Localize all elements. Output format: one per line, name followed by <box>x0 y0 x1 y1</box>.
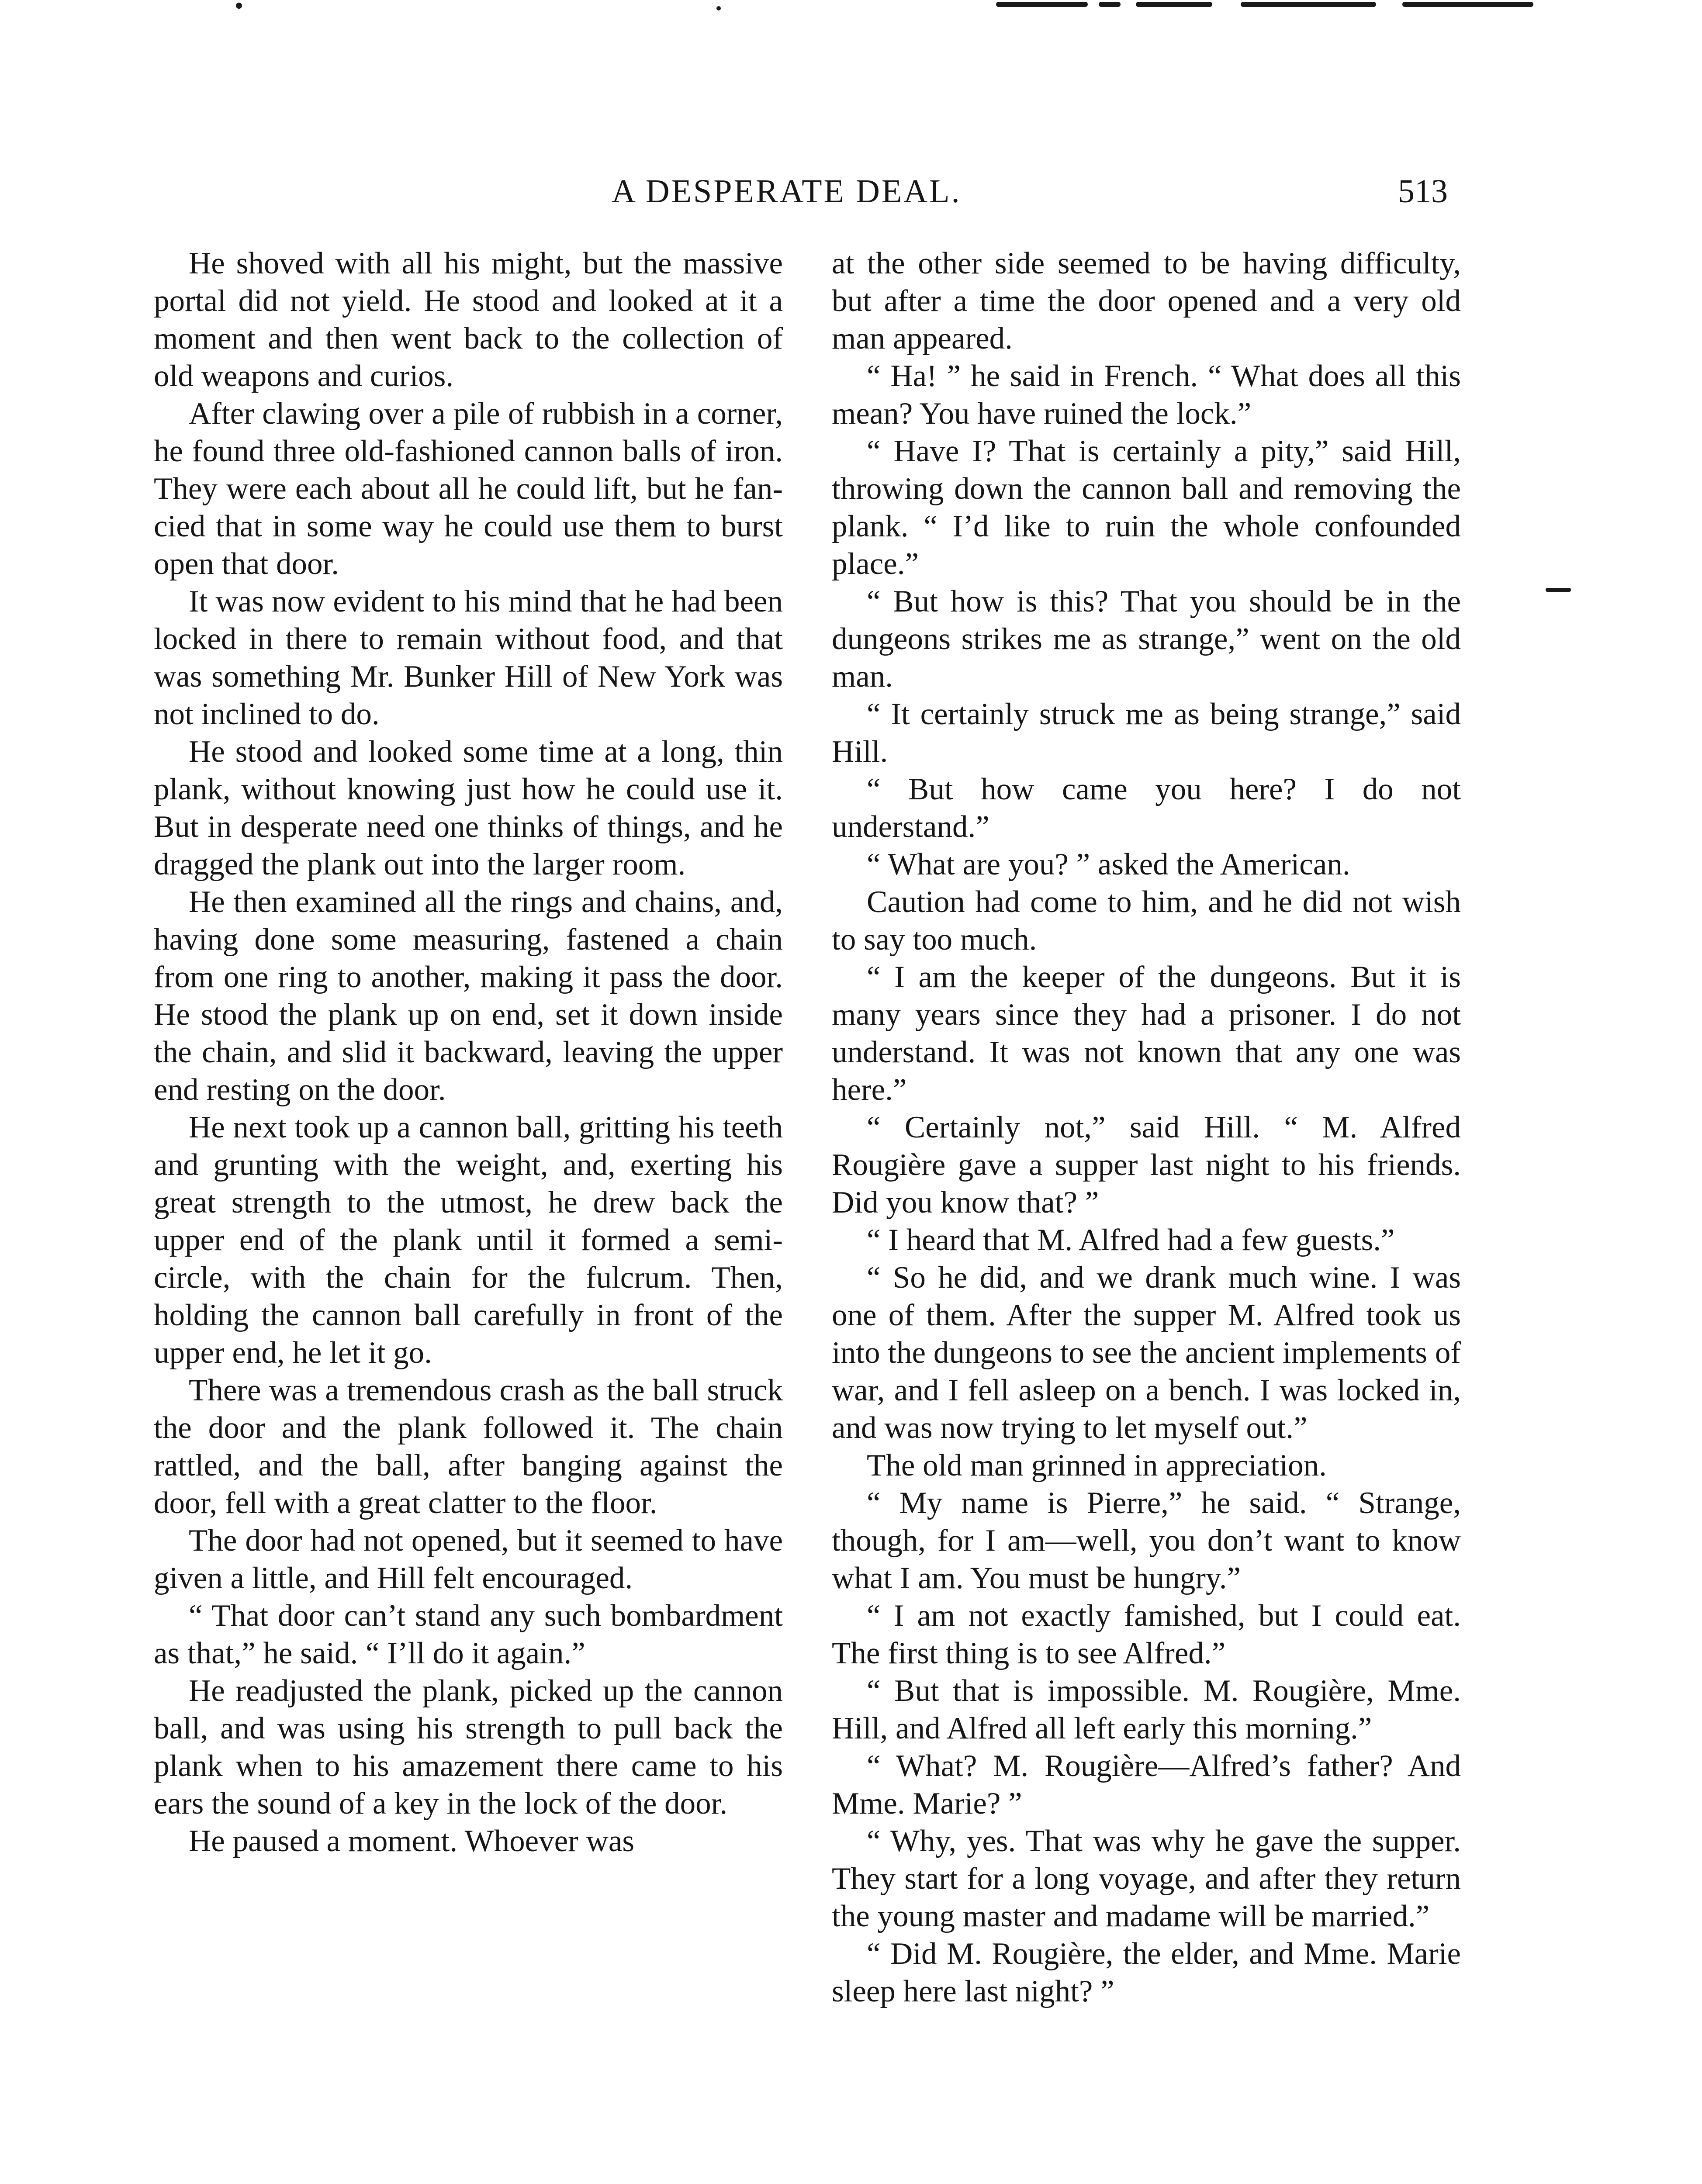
left-column <box>154 245 783 1860</box>
paragraph: “ I am not exactly famished, but I could eat. The first thing is to see Alfred.” <box>832 1599 1461 1670</box>
margin-mark <box>1546 588 1571 592</box>
paragraph: “ But how is this? That you should be in the dungeons strikes me as strange,” went on the old man. <box>832 584 1461 694</box>
paragraph: “ Certainly not,” said Hill. “ M. Alfred Rougière gave a supper last night to his friends. Did you know that? ” <box>832 1110 1461 1220</box>
paragraph: “ So he did, and we drank much wine. I was one of them. After the supper M. Alfred took us into the dungeons to see the ancient implements of war, and I fell asleep on a bench. I was locked in, and was now trying to let myself out.” <box>832 1261 1461 1445</box>
paragraph: at the other side seemed to be having difficulty, but after a time the door opened and a very old man appeared. <box>832 246 1461 356</box>
top-speck <box>716 6 721 10</box>
paragraph: He then examined all the rings and chains, and, having done some measuring, fastened a chain from one ring to another, making it pass the door. He stood the plank up on end, set it down inside the chain, and slid it backward, leaving the upper end resting on the door. <box>154 885 783 1107</box>
paragraph: “ But that is impossible. M. Rougière, Mme. Hill, and Alfred all left early this morning.” <box>832 1674 1461 1745</box>
paragraph: “ My name is Pierre,” he said. “ Strange, though, for I am—well, you don’t want to know what I am. You must be hungry.” <box>832 1486 1461 1595</box>
top-edge-rule <box>996 0 1564 10</box>
paragraph: “ That door can’t stand any such bombardment as that,” he said. “ I’ll do it again.” <box>154 1599 783 1670</box>
paragraph: He paused a moment. Whoever was <box>189 1824 634 1858</box>
paragraph: “ Why, yes. That was why he gave the supper. They start for a long voyage, and after they return the young master and madame will be married.” <box>832 1824 1461 1933</box>
paragraph: “ What? M. Rougière—Alfred’s father? And Mme. Marie? ” <box>832 1749 1461 1821</box>
paragraph: “ Ha! ” he said in French. “ What does all this mean? You have ruined the lock.” <box>832 359 1461 431</box>
top-speck <box>236 3 242 9</box>
paragraph: “ Did M. Rougière, the elder, and Mme. Marie sleep here last night? ” <box>832 1937 1461 2008</box>
paragraph: There was a tremendous crash as the ball struck the door and the plank followed it. The chain rattled, and the ball, after banging against the door, fell with a great clatter to the floor. <box>154 1373 783 1520</box>
paragraph: “ I am the keeper of the dungeons. But it is many years since they had a prisoner. I do not understand. It was not known that any one was here.” <box>832 960 1461 1107</box>
paragraph: The door had not opened, but it seemed to have given a little, and Hill felt encouraged. <box>154 1524 783 1595</box>
paragraph: It was now evident to his mind that he had been locked in there to remain without food, and that was something Mr. Bunker Hill of New York was not inclined to do. <box>154 584 783 731</box>
running-title: A DESPERATE DEAL. <box>612 173 962 210</box>
paragraph: “ But how came you here? I do not understand.” <box>832 772 1461 844</box>
paragraph: He shoved with all his might, but the massive portal did not yield. He stood and looked at it a moment and then went back to the collection of old weapons and curios. <box>154 246 783 393</box>
paragraph: He readjusted the plank, picked up the cannon ball, and was using his strength to pull back the plank when to his amazement there came to his ears the sound of a key in the lock of the door. <box>154 1674 783 1821</box>
paragraph: Caution had come to him, and he did not wish to say too much. <box>832 885 1461 957</box>
paragraph: He next took up a cannon ball, gritting his teeth and grunting with the weight, and, exerting his great strength to the utmost, he drew back the upper end of the plank until it formed a semicircle, with the chain for the fulcrum. Then, holding the cannon ball carefully in front of the upper end, he let it go. <box>154 1110 783 1370</box>
paragraph: “ It certainly struck me as being strange,” said Hill. <box>832 697 1461 769</box>
paragraph: He stood and looked some time at a long, thin plank, without knowing just how he could use it. But in desperate need one thinks of things, and he dragged the plank out into the larger room. <box>154 735 783 881</box>
paragraph: The old man grinned in appreciation. <box>867 1448 1327 1482</box>
paragraph: “ What are you? ” asked the American. <box>867 847 1350 881</box>
paragraph: After clawing over a pile of rubbish in a corner, he found three old-fashioned cannon balls of iron. They were each about all he could lift, but he fancied that in some way he could use them to burst open that door. <box>154 397 783 581</box>
paragraph: “ Have I? That is certainly a pity,” said Hill, throwing down the cannon ball and removing the plank. “ I’d like to ruin the whole confounded place.” <box>832 434 1461 581</box>
right-column <box>832 245 1461 2010</box>
paragraph: “ I heard that M. Alfred had a few guests.” <box>867 1223 1395 1257</box>
page-number: 513 <box>1398 173 1448 210</box>
